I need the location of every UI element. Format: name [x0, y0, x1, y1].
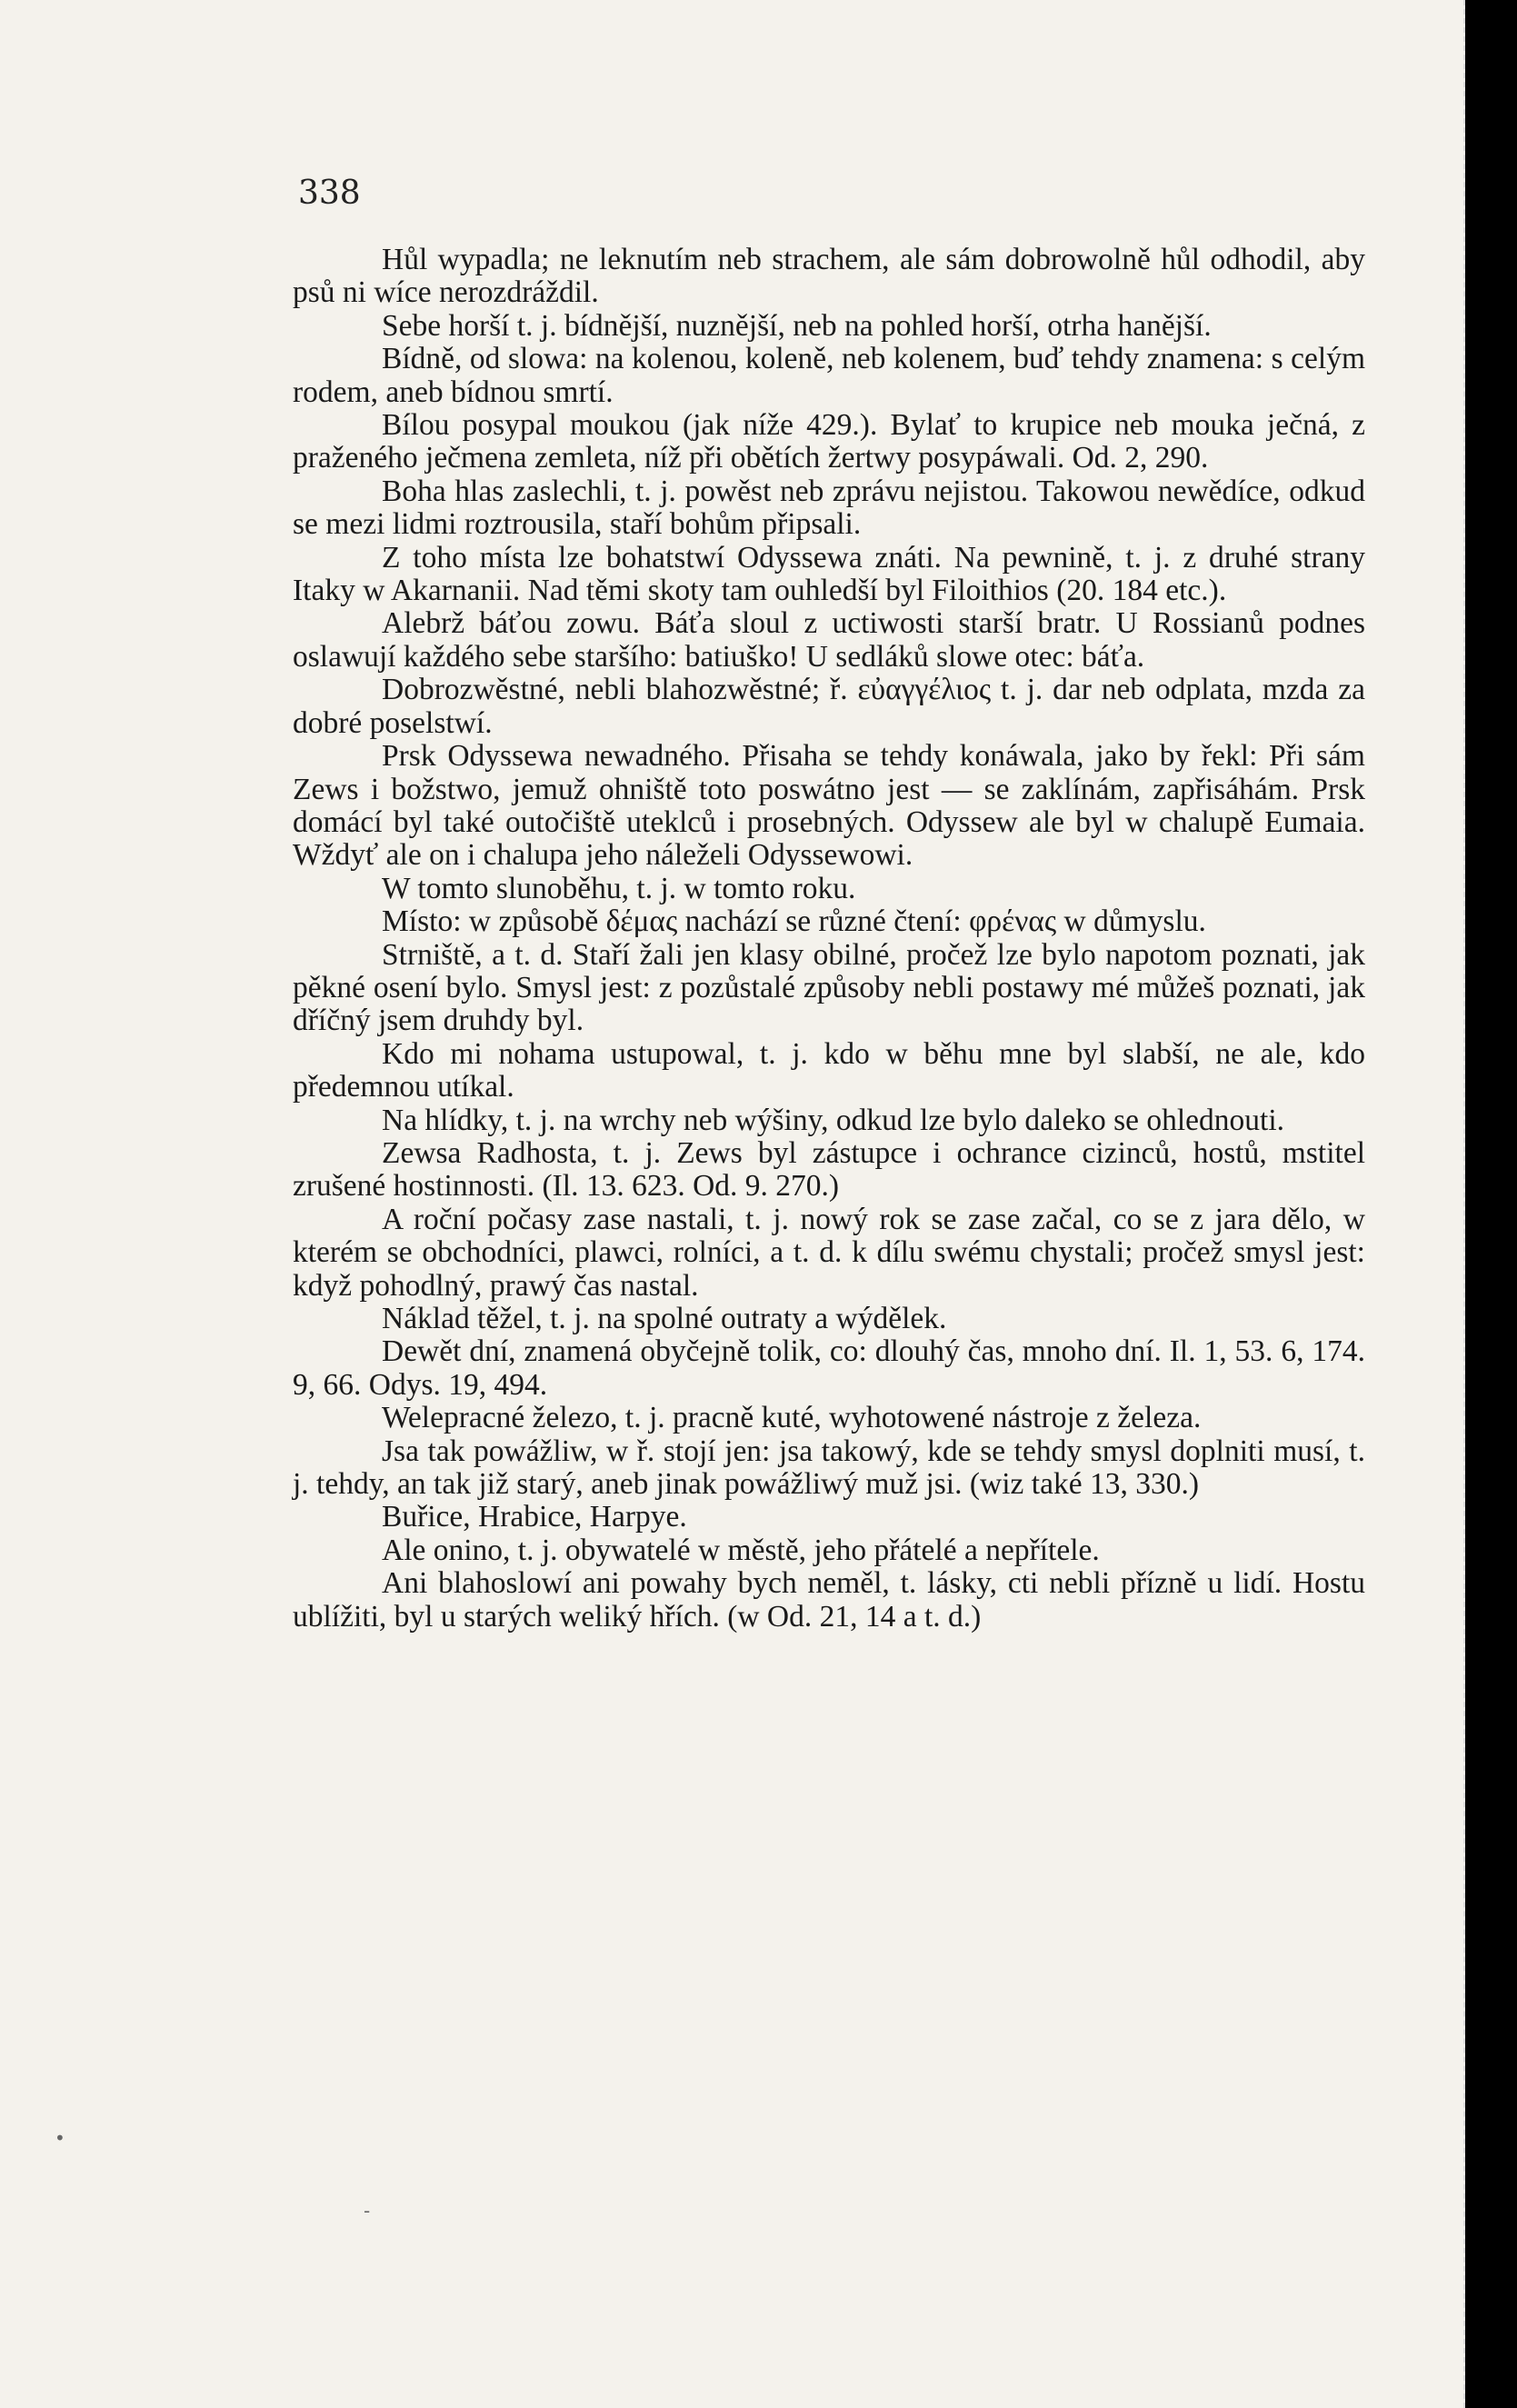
- paragraph: Sebe horší t. j. bídnější, nuznější, neb na pohled horší, otrha hanější.: [382, 308, 1212, 343]
- commentary-text: [293, 244, 1365, 1634]
- paragraph: Místo: w způsobě δέμας nachází se různé čtení: φρένας w důmyslu.: [382, 904, 1206, 939]
- paragraph: Alebrž báťou zowu. Báťa sloul z uctiwosti starší bratr. U Rossianů podnes oslawují každého sebe staršího: batiuško! U sedláků slowe otec: báťa.: [293, 606, 1365, 674]
- paragraph: Bídně, od slowa: na kolenou, koleně, neb kolenem, buď tehdy znamena: s celým rodem, aneb bídnou smrtí.: [293, 342, 1365, 409]
- paragraph: Boha hlas zaslechli, t. j. powěst neb zprávu nejistou. Takowou newědíce, odkud se mezi lidmi roztrousila, staří bohům připsali.: [293, 474, 1365, 542]
- paragraph: Ani blahoslowí ani powahy bych neměl, t. lásky, cti nebli přízně u lidí. Hostu ublížiti, byl u starých weliký hřích. (w Od. 21, 14 a t. d.): [293, 1566, 1365, 1634]
- paragraph: Dewět dní, znamená obyčejně tolik, co: dlouhý čas, mnoho dní. Il. 1, 53. 6, 174. 9, 66. Odys. 19, 494.: [293, 1334, 1365, 1402]
- speck-mark: •: [55, 2127, 65, 2149]
- paragraph: Bílou posypal moukou (jak níže 429.). Bylať to krupice neb mouka ječná, z praženého ječmena zemleta, níž při obětích žertwy posypáwali. Od. 2, 290.: [293, 408, 1365, 475]
- paragraph: W tomto slunoběhu, t. j. w tomto roku.: [382, 871, 856, 905]
- paragraph: Hůl wypadla; ne leknutím neb strachem, ale sám dobrowolně hůl odhodil, aby psů ni wíce nerozdráždil.: [293, 243, 1365, 310]
- paragraph: Welepracné železo, t. j. pracně kuté, wyhotowené nástroje z železa.: [382, 1401, 1202, 1435]
- speck-mark: -: [364, 2200, 371, 2222]
- paragraph: Strniště, a t. d. Staří žali jen klasy obilné, pročež lze bylo napotom poznati, jak pěkné osení bylo. Smysl jest: z pozůstalé způsoby nebli postawy mé můžeš poznati, jak dříčný jsem druhdy byl.: [293, 937, 1365, 1038]
- paragraph: Dobrozwěstné, nebli blahozwěstné; ř. εὐαγγέλιος t. j. dar neb odplata, mzda za dobré poselstwí.: [293, 673, 1365, 740]
- paragraph: Na hlídky, t. j. na wrchy neb wýšiny, odkud lze bylo daleko se ohlednouti.: [382, 1103, 1285, 1137]
- paragraph: Z toho místa lze bohatstwí Odyssewa znáti. Na pewnině, t. j. z druhé strany Itaky w Akarnanii. Nad těmi skoty tam ouhledší byl Filoithios (20. 184 etc.).: [293, 540, 1365, 608]
- paragraph: Buřice, Hrabice, Harpye.: [382, 1500, 687, 1534]
- paragraph: Zewsa Radhosta, t. j. Zews byl zástupce i ochrance cizinců, hostů, mstitel zrušené hostinnosti. (Il. 13. 623. Od. 9. 270.): [293, 1135, 1365, 1204]
- paragraph: Kdo mi nohama ustupowal, t. j. kdo w běhu mne byl slabší, ne ale, kdo předemnou utíkal.: [293, 1036, 1365, 1104]
- paragraph: Jsa tak powážliw, w ř. stojí jen: jsa takowý, kde se tehdy smysl doplniti musí, t. j. tehdy, an tak již starý, aneb jinak powážliwý muž jsi. (wiz také 13, 330.): [293, 1434, 1365, 1502]
- paragraph: Náklad těžel, t. j. na spolné outraty a wýdělek.: [382, 1302, 947, 1335]
- paragraph: Prsk Odyssewa newadného. Přisaha se tehdy konáwala, jako by řekl: Při sám Zews i božstwo, jemuž ohniště toto poswátno jest — se zaklínám, zapřisáhám. Prsk domácí byl také outočiště uteklců i prosebných. Odyssew ale byl w chalupě Eumaia. Wždyť ale on i chalupa jeho náleželi Odyssewowi.: [293, 739, 1365, 873]
- page-number: 338: [298, 175, 361, 212]
- paragraph: A roční počasy zase nastali, t. j. nowý rok se zase začal, co se z jara dělo, w kterém se obchodníci, plawci, rolníci, a t. d. k dílu swému chystali; pročež smysl jest: když pohodlný, prawý čas nastal.: [293, 1202, 1365, 1303]
- paragraph: Ale onino, t. j. obywatelé w městě, jeho přátelé a nepřítele.: [382, 1533, 1100, 1567]
